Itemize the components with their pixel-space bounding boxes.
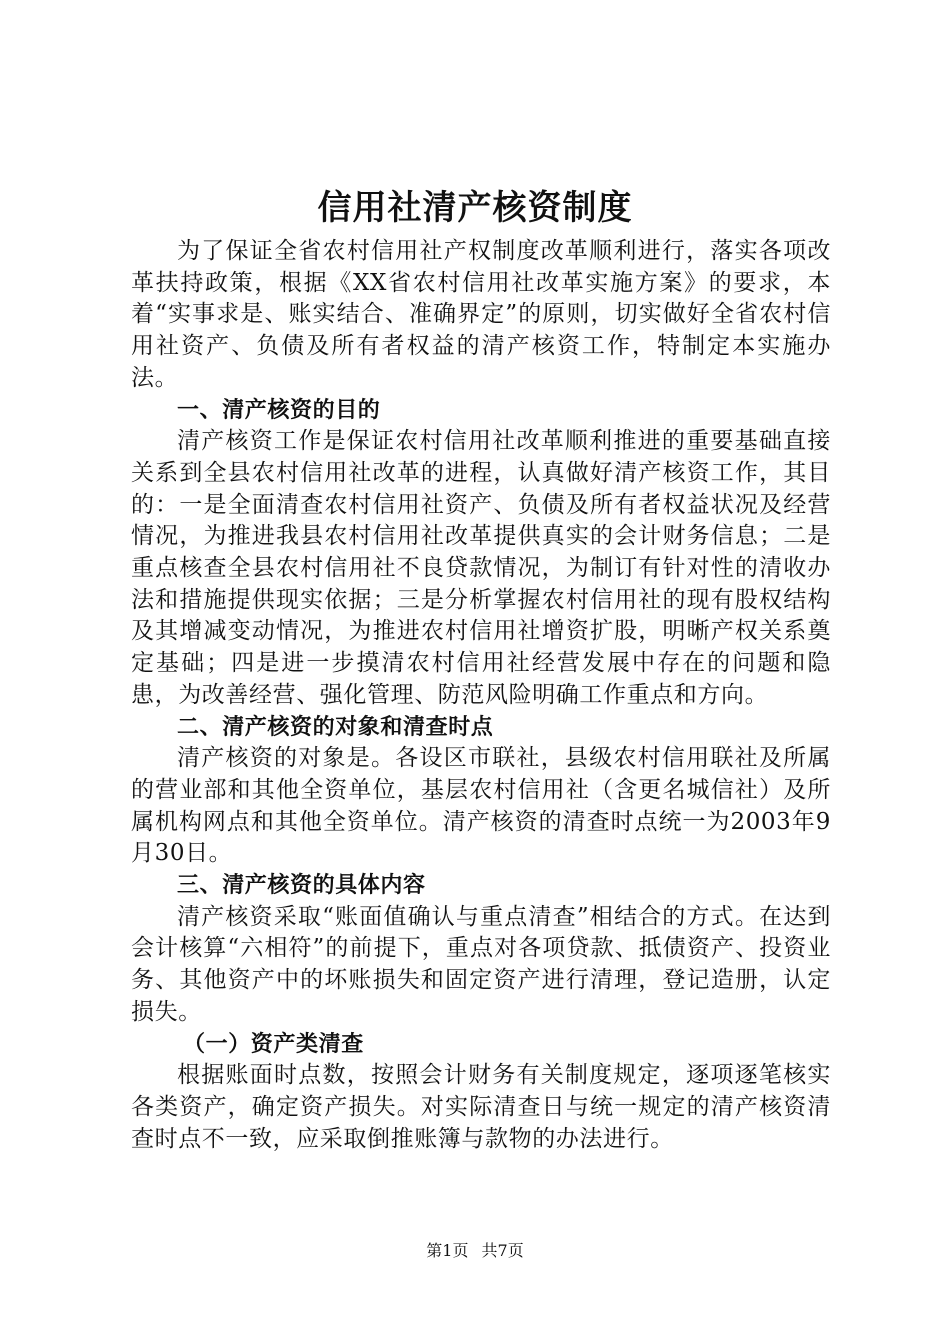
document-title: 信用社清产核资制度 — [317, 188, 633, 228]
paragraph-purpose: 清产核资工作是保证农村信用社改革顺利推进的重要基础直接关系到全县农村信用社改革的进程，认真做好清产核资工作，其目的：一是全面清查农村信用社资产、负债及所有者权益状况及经营情况，为推进我县农村信用社改革提供真实的会计财务信息；二是重点核查全县农村信用社不良贷款情况，为制订有针对性的清收办法和措施提供现实依据；三是分析掌握农村信用社的现有股权结构及其增减变动情况，为推进农村信用社增资扩股，明晰产权关系奠定基础；四是进一步摸清农村信用社经营发展中存在的问题和隐患，为改善经营、强化管理、防范风险明确工作重点和方向。 — [131, 428, 831, 708]
subsection-heading-assets: （一）资产类清查 — [183, 1031, 364, 1057]
paragraph-intro: 为了保证全省农村信用社产权制度改革顺利进行，落实各项改革扶持政策，根据《XX省农村信用社改革实施方案》的要求，本着“实事求是、账实结合、准确界定”的原则，切实做好全省农村信用社资产、负债及所有者权益的清产核资工作，特制定本实施办法。 — [131, 238, 831, 391]
section-heading-content: 三、清产核资的具体内容 — [177, 873, 426, 899]
document-body — [131, 236, 831, 1155]
paragraph-assets: 根据账面时点数，按照会计财务有关制度规定，逐项逐笔核实各类资产，确定资产损失。对实际清查日与统一规定的清产核资清查时点不一致，应采取倒推账簿与款物的办法进行。 — [131, 1062, 831, 1152]
section-heading-purpose: 一、清产核资的目的 — [177, 397, 381, 423]
paragraph-content: 清产核资采取“账面值确认与重点清查”相结合的方式。在达到会计核算“六相符”的前提下，重点对各项贷款、抵债资产、投资业务、其他资产中的坏账损失和固定资产进行清理，登记造册，认定损失。 — [131, 903, 831, 1025]
section-heading-scope: 二、清产核资的对象和清查时点 — [177, 714, 494, 740]
page-total: 共7页 — [481, 1241, 524, 1260]
page-footer — [0, 1240, 950, 1262]
page-number: 第1页 — [426, 1241, 469, 1260]
paragraph-scope: 清产核资的对象是。各设区市联社，县级农村信用联社及所属的营业部和其他全资单位，基层农村信用社（含更名城信社）及所属机构网点和其他全资单位。清产核资的清查时点统一为2003年9月30日。 — [131, 745, 831, 867]
